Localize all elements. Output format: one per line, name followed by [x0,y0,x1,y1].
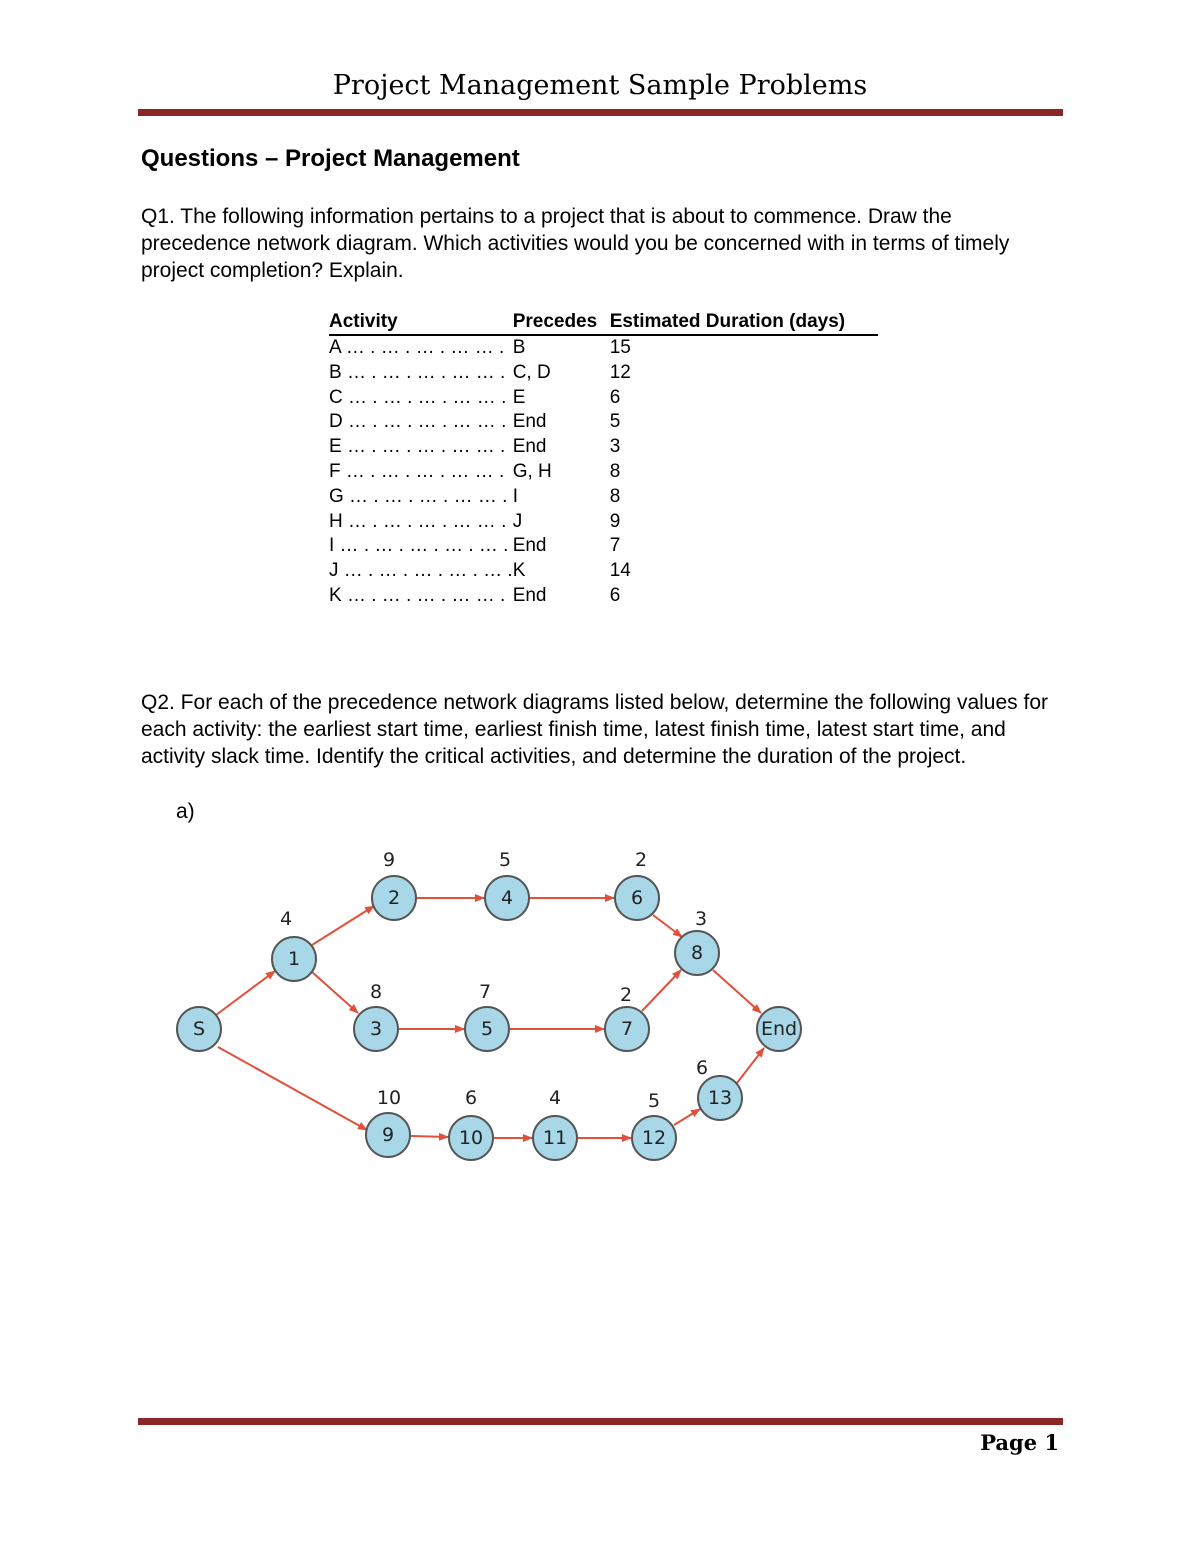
activity-cell: H … . … . … . … … . [329,510,507,532]
duration-label-4: 5 [498,849,512,871]
activity-cell: G … . … . … . … … . [329,485,508,507]
header-duration: Estimated Duration (days) [610,310,878,335]
node-6 [615,876,659,920]
activity-cell: K … . … . … . … … . [329,584,506,606]
duration-label-7: 2 [619,984,633,1006]
precedes-cell: C, D [512,361,551,383]
part-a-label: a) [176,800,195,823]
activity-cell: E … . … . … . … … . [329,436,506,458]
edge-1-3 [312,972,358,1013]
activity-cell: I … . … . … . … . … . [329,535,509,557]
table-row [329,485,878,510]
precedes-cell: E [512,386,526,408]
activity-cell: C … . … . … . … … . [329,386,507,408]
node-label: 11 [542,1127,568,1149]
question-1-text: Q1. The following information pertains to a project that is about to commence. Draw the precedence network diagram. Which activities would you be concerned with in terms of timely project completion? Explain. [141,205,1010,282]
duration-cell: 14 [609,560,631,582]
table-row [329,534,878,559]
activity-cell: D … . … . … . … … . [329,411,507,433]
node-label: 1 [287,948,301,970]
precedes-cell: K [512,560,526,582]
duration-cell: 9 [609,510,621,532]
table-row [329,460,878,485]
edge-1-2 [312,906,374,945]
precedence-network-diagram [160,840,820,1180]
header-rule [138,109,1063,116]
precedes-cell: B [512,337,526,358]
table-header-row [329,310,878,335]
duration-cell: 8 [609,460,621,482]
node-4 [485,876,529,920]
duration-cell: 15 [609,337,631,358]
table-row [329,584,878,609]
edge-s-9 [218,1047,367,1130]
activity-cell: A … . … . … . … … . [329,337,505,358]
table-row [329,361,878,386]
precedes-cell: End [512,584,547,606]
duration-label-6: 2 [634,849,648,871]
table-row [329,386,878,411]
activity-cell: F … . … . … . … … . [329,460,505,482]
node-8 [675,931,719,975]
table-row [329,410,878,435]
node-label: 2 [387,887,401,909]
node-5 [465,1007,509,1051]
duration-label-10: 6 [464,1087,478,1109]
precedes-cell: J [512,510,523,532]
node-2 [372,876,416,920]
node-label: 7 [620,1018,634,1040]
node-label: 6 [630,887,644,909]
duration-label-9: 10 [376,1087,402,1109]
node-1 [272,937,316,981]
precedes-cell: End [512,436,547,458]
node-label: End [760,1018,798,1040]
duration-cell: 6 [609,584,621,606]
table-row [329,335,878,361]
node-end [757,1007,801,1051]
duration-label-1: 4 [279,908,293,930]
edge-8-end [713,970,761,1013]
page-number: Page 1 [980,1430,1059,1455]
duration-label-8: 3 [694,908,708,930]
header-precedes: Precedes [513,310,610,335]
duration-label-2: 9 [382,849,396,871]
header-title: Project Management Sample Problems [332,70,868,101]
node-13 [698,1076,742,1120]
header-activity: Activity [329,310,513,335]
edge-12-13 [674,1109,700,1125]
node-9 [366,1113,410,1157]
node-label: 13 [707,1087,733,1109]
node-label: 9 [381,1124,395,1146]
node-12 [632,1116,676,1160]
activity-cell: B … . … . … . … … . [329,361,506,383]
node-3 [354,1007,398,1051]
precedes-cell: End [512,411,547,433]
duration-cell: 12 [609,361,631,383]
duration-cell: 5 [609,411,621,433]
node-label: S [192,1018,206,1040]
precedes-cell: I [512,485,518,507]
activity-table [329,310,878,609]
node-7 [605,1007,649,1051]
node-s [177,1007,221,1051]
edge-7-8 [642,970,681,1011]
activity-cell: J … . … . … . … . … . [329,560,513,582]
table-row [329,559,878,584]
node-label: 5 [480,1018,494,1040]
node-label: 4 [500,887,514,909]
node-10 [449,1116,493,1160]
section-title: Questions – Project Management [141,145,520,172]
duration-label-11: 4 [548,1087,562,1109]
question-2-text: Q2. For each of the precedence network diagrams listed below, determine the following values for each activity: the earliest start time, earliest finish time, latest finish time, latest start time, and activity slack time. Identify the critical activities, and determine the duration of the project. [141,691,1048,768]
duration-label-13: 6 [695,1057,709,1079]
node-label: 10 [458,1127,484,1149]
node-label: 3 [369,1018,383,1040]
table-row [329,510,878,535]
node-11 [533,1116,577,1160]
footer-rule [138,1418,1063,1425]
duration-label-5: 7 [478,981,492,1003]
duration-cell: 7 [609,535,621,557]
table-row [329,435,878,460]
duration-label-12: 5 [647,1090,661,1112]
duration-cell: 6 [609,386,621,408]
edge-6-8 [653,915,682,937]
edge-s-1 [216,971,275,1015]
node-label: 8 [690,942,704,964]
duration-label-3: 8 [369,981,383,1003]
precedes-cell: End [512,535,547,557]
precedes-cell: G, H [512,460,552,482]
edge-9-10 [411,1136,448,1137]
edge-13-end [737,1048,764,1083]
node-label: 12 [641,1127,667,1149]
duration-cell: 8 [609,485,621,507]
duration-cell: 3 [609,436,621,458]
